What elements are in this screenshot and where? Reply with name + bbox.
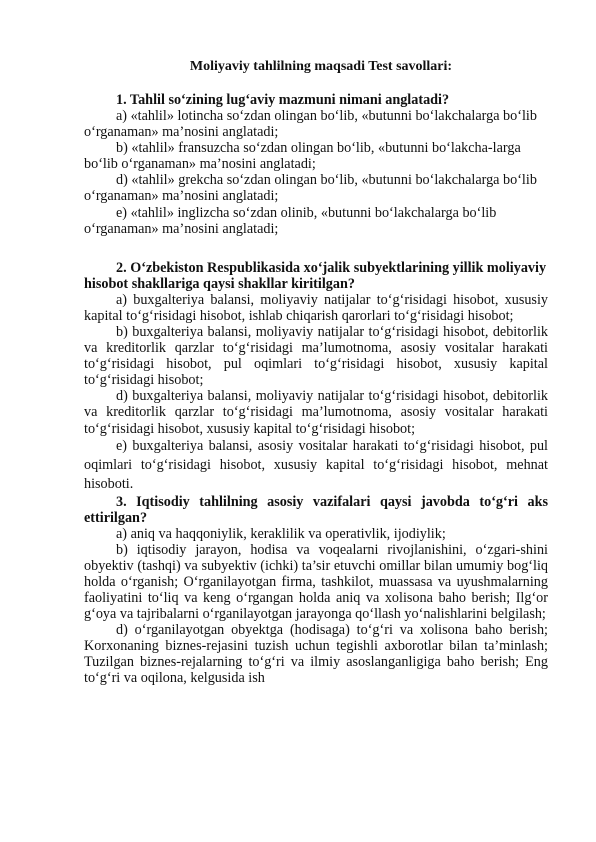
answer-option: b) buxgalteriya balansi, moliyaviy natijalar to‘g‘risidagi hisobot, debitorlik va kreditorlik qarzlar to‘g‘risidagi ma’lumotnoma, asosiy vositalar harakati to‘g‘risidagi hisobot, pul oqimlari to‘g‘risidagi hisobot, xususiy kapital to‘g‘risidagi hisobot; [84,323,548,389]
answer-option: e) «tahlil» inglizcha so‘zdan olinib, «butunni bo‘lakchalarga bo‘lib o‘rganaman» ma’nosini anglatadi; [84,204,497,237]
answer-option: d) o‘rganilayotgan obyektga (hodisaga) to‘g‘ri va xolisona baho berish; Korxonaning biznes-rejasini tuzish uchun tegishli axborotlar bilan ta’minlash; Tuzilgan biznes-rejalarning to‘g‘ri va ilmiy asoslanganligiga baho berish; Eng to‘g‘ri va oqilona, kelgusida ish [84,622,548,687]
question-3 [84,494,548,687]
question-1 [84,92,548,237]
answer-option: d) «tahlil» grekcha so‘zdan olingan bo‘lib, «butunni bo‘lakchalarga bo‘lib o‘rganaman» ma’nosini anglatadi; [84,172,537,205]
document-page [84,58,548,687]
document-title: Moliyaviy tahlilning maqsadi Test savollari: [189,59,453,74]
answer-option: a) «tahlil» lotincha so‘zdan olingan bo‘lib, «butunni bo‘lakchalarga bo‘lib o‘rganaman» ma’nosini anglatadi; [84,108,537,141]
answer-option: d) buxgalteriya balansi, moliyaviy natijalar to‘g‘risidagi hisobot, debitorlik va kreditorlik qarzlar to‘g‘risidagi ma’lumotnoma, asosiy vositalar harakati to‘g‘risidagi hisobot, xususiy kapital to‘g‘risidagi hisobot; [84,388,548,437]
answer-option: e) buxgalteriya balansi, asosiy vositalar harakati to‘g‘risidagi hisobot, pul oqimlari to‘g‘risidagi hisobot, xususiy kapital to‘g‘risidagi hisobot, mehnat hisoboti. [84,437,548,492]
question-text: 3. Iqtisodiy tahlilning asosiy vazifalari qaysi javobda to‘g‘ri aks ettirilgan? [84,493,548,526]
question-2 [84,260,548,494]
answer-option: b) iqtisodiy jarayon, hodisa va voqealarni rivojlanishini, o‘zgari-shini obyektiv (tashqi) va subyektiv (ichki) ta’sir etuvchi omillar bilan umumiy bog‘liq holda o‘rganish; O‘rganilayotgan firma, tashkilot, muassasa va uyushmalarning faoliyatini to‘liq va keng o‘rgangan holda aniq va xolisona baho berish; Ilg‘or g‘oya va tajribalarni o‘rganilayotgan jarayonga qo‘llash yo‘nalishlarini belgilash; [84,541,548,623]
question-text: 1. Tahlil so‘zining lug‘aviy mazmuni nimani anglatadi? [116,92,450,108]
answer-option: a) buxgalteriya balansi, moliyaviy natijalar to‘g‘risidagi hisobot, xususiy kapital to‘g‘risidagi hisobot, ishlab chiqarish qarorlari to‘g‘risidagi hisobot; [84,291,548,324]
answer-option: a) aniq va haqqoniylik, keraklilik va operativlik, ijodiylik; [116,525,446,542]
answer-option: b) «tahlil» fransuzcha so‘zdan olingan bo‘lib, «butunni bo‘lakcha-larga bo‘lib o‘rganaman» ma’nosini anglatadi; [84,140,521,173]
question-text: 2. O‘zbekiston Respublikasida xo‘jalik subyektlarining yillik moliyaviy hisobot shakllariga qaysi shakllar kiritilgan? [84,259,547,292]
